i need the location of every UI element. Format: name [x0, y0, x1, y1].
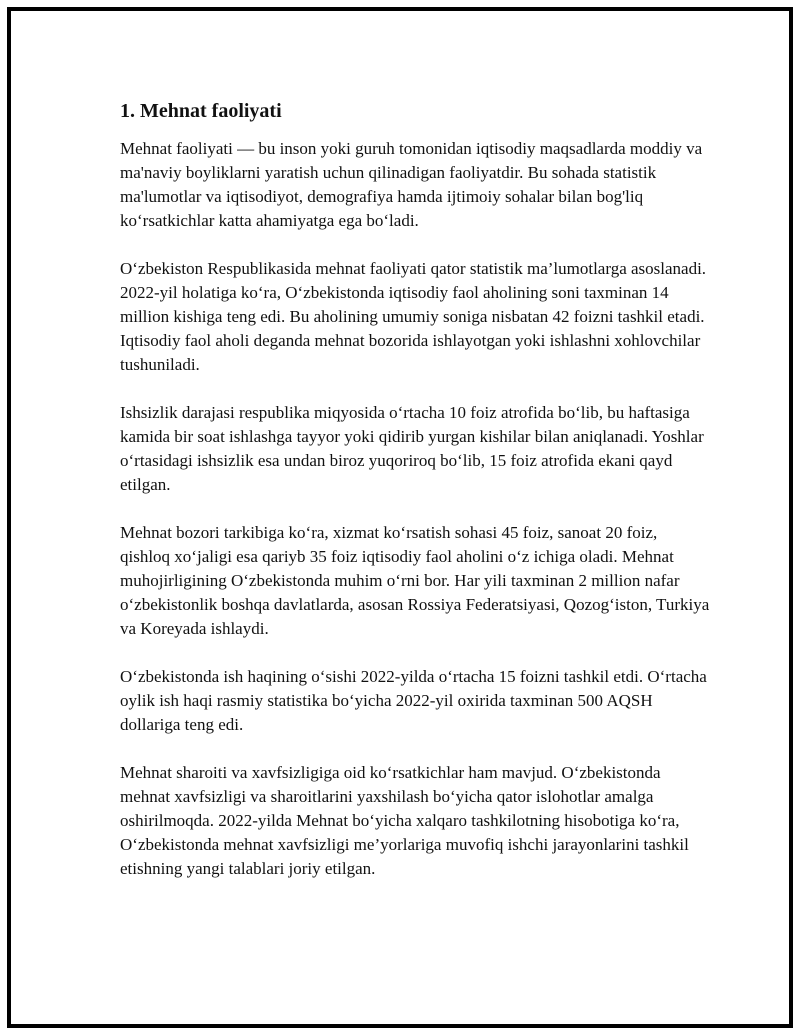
paragraph-4: Mehnat bozori tarkibiga ko‘ra, xizmat ko‘rsatish sohasi 45 foiz, sanoat 20 foiz, qishloq xo‘jaligi esa qariyb 35 foiz iqtisodiy faol aholini o‘z ichiga oladi. Mehnat muhojirligining O‘zbekistonda muhim o‘rni bor. Har yili taxminan 2 million nafar o‘zbekistonlik boshqa davlatlarda, asosan Rossiya Federatsiyasi, Qozog‘iston, Turkiya va Koreyada ishlaydi. — [120, 523, 710, 638]
paragraph-2: O‘zbekiston Respublikasida mehnat faoliyati qator statistik ma’lumotlarga asoslanadi. 2022-yil holatiga ko‘ra, O‘zbekistonda iqtisodiy faol aholining soni taxminan 14 million kishiga teng edi. Bu aholining umumiy soniga nisbatan 42 foizni tashkil etadi. Iqtisodiy faol aholi deganda mehnat bozorida ishlayotgan yoki ishlashni xohlovchilar tushuniladi. — [120, 259, 707, 374]
paragraph-6: Mehnat sharoiti va xavfsizligiga oid ko‘rsatkichlar ham mavjud. O‘zbekistonda mehnat xavfsizligi va sharoitlarini yaxshilash bo‘yicha qator islohotlar amalga oshirilmoqda. 2022-yilda Mehnat bo‘yicha xalqaro tashkilotning hisobotiga ko‘ra, O‘zbekistonda mehnat xavfsizligi me’yorlariga muvofiq ishchi jarayonlarini tashkil etishning yangi talablari joriy etilgan. — [120, 763, 689, 878]
paragraph-3: Ishsizlik darajasi respublika miqyosida o‘rtacha 10 foiz atrofida bo‘lib, bu haftasiga kamida bir soat ishlashga tayyor yoki qidirib yurgan kishilar bilan aniqlanadi. Yoshlar o‘rtasidagi ishsizlik esa undan biroz yuqoriroq bo‘lib, 15 foiz atrofida ekani qayd etilgan. — [120, 403, 704, 494]
section-heading: 1. Mehnat faoliyati — [120, 100, 282, 122]
paragraph-5: O‘zbekistonda ish haqining o‘sishi 2022-yilda o‘rtacha 15 foizni tashkil etdi. O‘rtacha oylik ish haqi rasmiy statistika bo‘yicha 2022-yil oxirida taxminan 500 AQSH dollariga teng edi. — [120, 667, 707, 734]
document-body — [120, 99, 710, 905]
page-frame — [7, 7, 793, 1028]
paragraph-1: Mehnat faoliyati — bu inson yoki guruh tomonidan iqtisodiy maqsadlarda moddiy va ma'naviy boyliklarni yaratish uchun qilinadigan faoliyatdir. Bu sohada statistik ma'lumotlar va iqtisodiyot, demografiya hamda ijtimoiy sohalar bilan bog'liq ko‘rsatkichlar katta ahamiyatga ega bo‘ladi. — [120, 139, 703, 230]
